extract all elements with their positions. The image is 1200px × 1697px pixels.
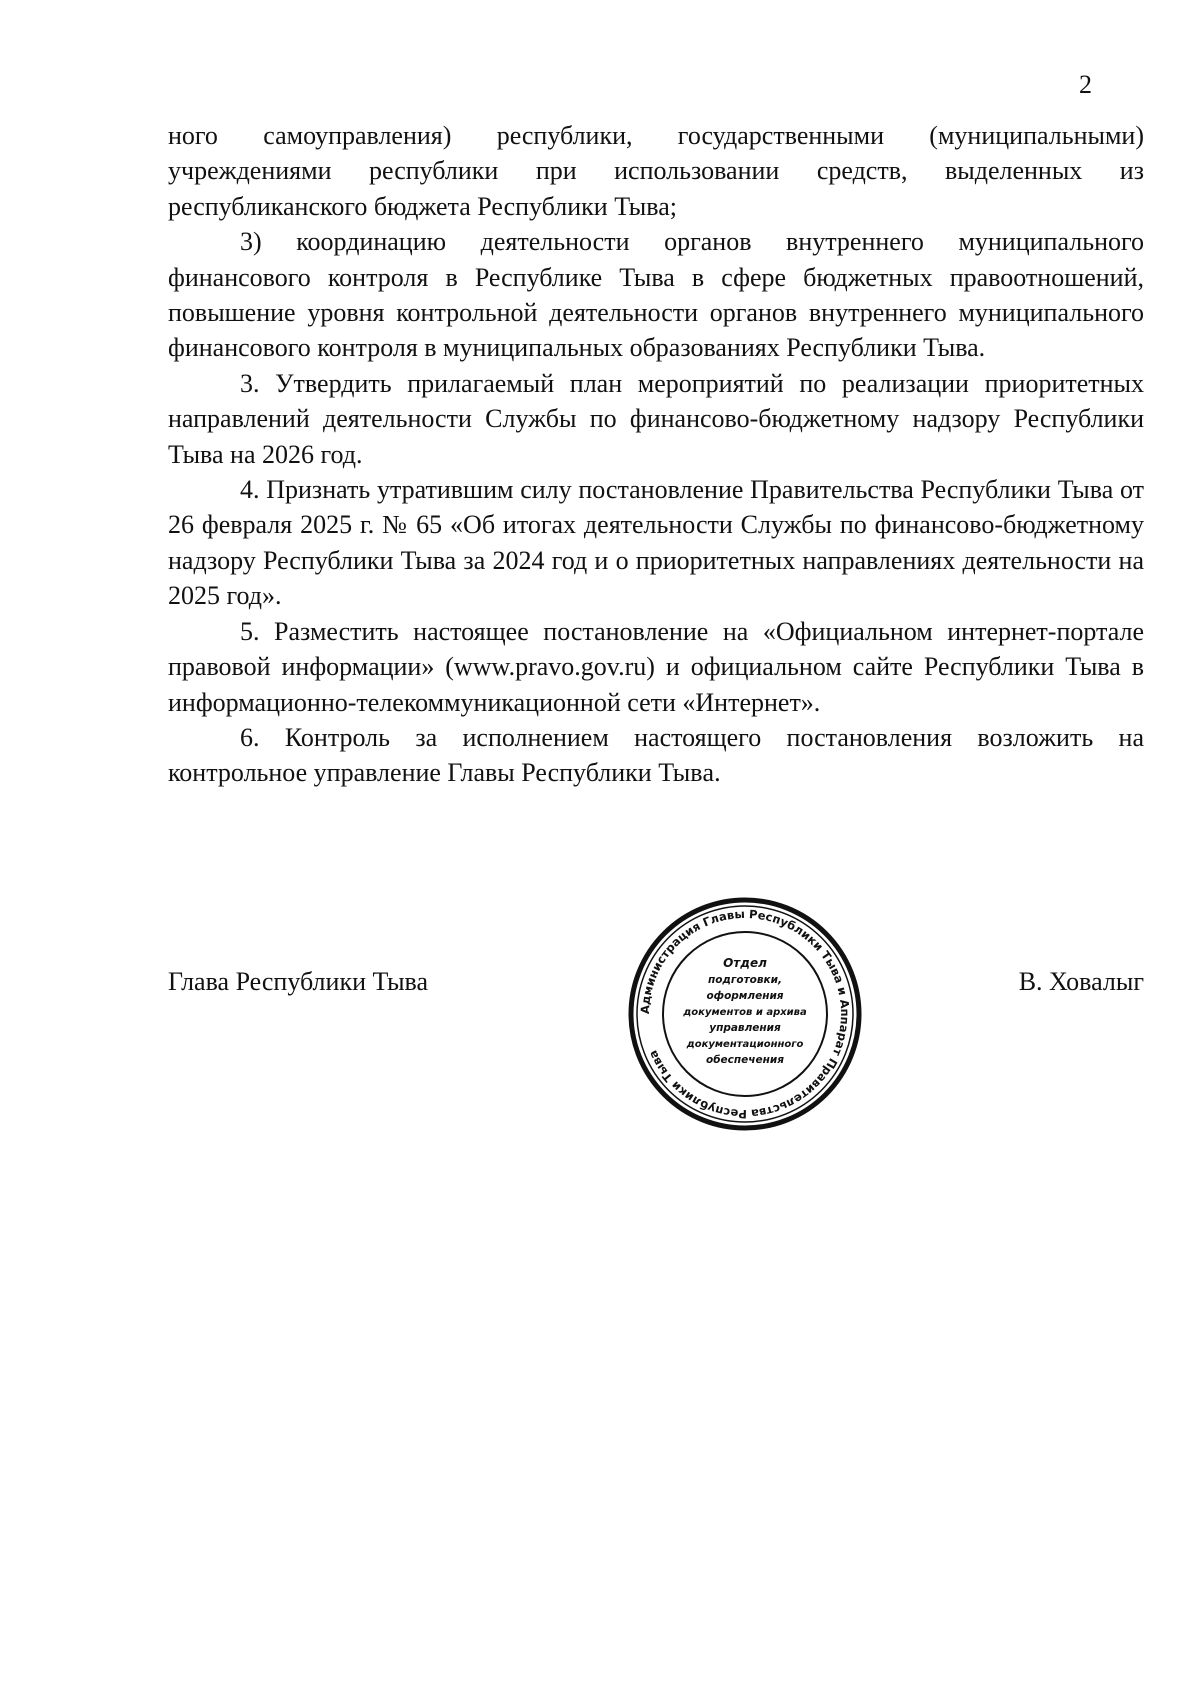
paragraph-point-6: 6. Контроль за исполнением настоящего постановления возложить на контрольное управление Главы Республики Тывa. <box>168 722 1144 788</box>
paragraph-item-3: 3) координацию деятельности органов внутреннего муниципального финансового контроля в Республике Тыва в сфере бюджетных правоотношений, повышение уровня контрольной деятельности органов внутреннего муниципального финансового контроля в муниципальных образованиях Республики Тыва. <box>168 227 1144 363</box>
official-stamp-seal <box>626 895 864 1133</box>
page-number: 2 <box>1079 70 1092 99</box>
paragraph-point-4: 4. Признать утратившим силу постановление Правительства Республики Тыва от 26 февраля 2025 г. № 65 «Об итогах деятельности Службы по финансово-бюджетному надзору Республики Тыва за 2024 год и о приоритетных направлениях деятельности на 2025 год». <box>168 475 1144 611</box>
stamp-line-1: Отдел <box>723 956 767 970</box>
stamp-line-5: управления <box>709 1022 781 1034</box>
signatory-position: Глава Республики Тыва <box>168 967 429 996</box>
signatory-name: В. Ховалыг <box>1018 967 1144 996</box>
paragraph-point-5: 5. Разместить настоящее постановление на «Официальном интернет-портале правовой информации» (www.pravo.gov.ru) и официальном сайте Республики Тыва в информационно-телекоммуникационной сети «Интернет». <box>168 616 1144 717</box>
paragraph-continuation: ного самоуправления) республики, государственными (муниципальными) учреждениями республики при использовании средств, выделенных из республиканского бюджета Республики Тыва; <box>168 121 1144 221</box>
stamp-line-6: документационного <box>686 1039 804 1050</box>
stamp-line-7: обеспечения <box>706 1054 784 1066</box>
stamp-line-3: оформления <box>706 990 784 1002</box>
paragraph-point-3: 3. Утвердить прилагаемый план мероприятий по реализации приоритетных направлений деятельности Службы по финансово-бюджетному надзору Республики Тыва на 2026 год. <box>168 368 1144 469</box>
stamp-line-4: документов и архива <box>683 1007 807 1018</box>
document-body <box>168 118 1144 791</box>
stamp-ring-text: Администрация Главы Республики Тыва и Аппарат Правительства Республики Тыва <box>637 906 853 1122</box>
stamp-line-2: подготовки, <box>707 974 783 986</box>
